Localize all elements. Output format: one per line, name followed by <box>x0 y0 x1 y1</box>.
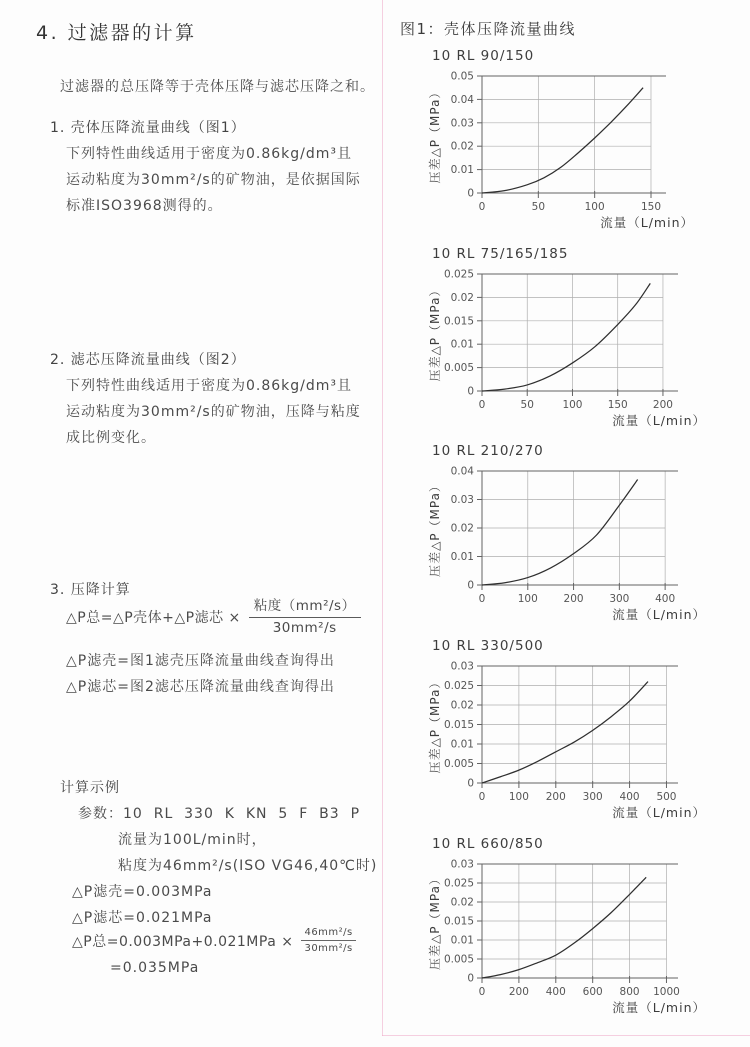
svg-text:150: 150 <box>607 399 628 411</box>
svg-text:150: 150 <box>640 201 662 213</box>
y-axis-label: 压差△P（MPa） <box>428 85 442 184</box>
chart-canvas <box>426 854 710 1018</box>
svg-text:0.01: 0.01 <box>450 738 474 751</box>
pressure-drop-curve <box>482 480 638 585</box>
svg-text:0.02: 0.02 <box>450 896 474 909</box>
fraction-denominator: 30mm²/s <box>272 619 337 636</box>
svg-text:0.05: 0.05 <box>450 70 474 83</box>
svg-text:50: 50 <box>531 201 546 213</box>
svg-text:200: 200 <box>545 791 566 803</box>
svg-text:100: 100 <box>508 791 529 803</box>
svg-text:0.01: 0.01 <box>450 934 474 947</box>
svg-text:200: 200 <box>563 593 584 605</box>
svg-text:0.03: 0.03 <box>450 660 474 673</box>
svg-text:0.005: 0.005 <box>443 758 474 770</box>
x-axis-label: 流量（L/min） <box>600 215 694 230</box>
x-axis-label: 流量（L/min） <box>612 805 706 820</box>
svg-text:0.01: 0.01 <box>450 551 474 563</box>
svg-text:0: 0 <box>478 201 486 213</box>
intro-text: 过滤器的总压降等于壳体压降与滤芯压降之和。 <box>60 79 375 95</box>
svg-text:300: 300 <box>582 791 603 803</box>
svg-text:300: 300 <box>609 593 630 605</box>
pressure-drop-curve <box>482 88 643 193</box>
x-axis-label: 流量（L/min） <box>612 413 706 428</box>
svg-text:200: 200 <box>508 986 529 998</box>
chart-title: 10 RL 75/165/185 <box>432 246 569 262</box>
formula-lhs: △P总=△P壳体+△P滤芯 × <box>66 610 241 627</box>
svg-text:0.005: 0.005 <box>443 953 474 966</box>
svg-text:500: 500 <box>656 791 677 803</box>
svg-text:0.025: 0.025 <box>443 877 474 890</box>
svg-text:0.03: 0.03 <box>450 494 474 506</box>
section2-line: 运动粘度为30mm²/s的矿物油，压降与粘度 <box>66 404 361 420</box>
chart-10rl-660-850 <box>426 836 726 1018</box>
column-divider-line <box>382 0 383 1036</box>
svg-text:100: 100 <box>517 593 538 605</box>
chart-10rl-330-500 <box>426 638 726 823</box>
example-fraction-denominator: 30mm²/s <box>304 943 353 954</box>
example-fraction-numerator: 46mm²/s <box>301 927 355 941</box>
chart-10rl-75-165-185 <box>426 246 726 431</box>
svg-text:0: 0 <box>467 385 474 398</box>
svg-text:100: 100 <box>562 399 583 411</box>
svg-text:0.02: 0.02 <box>450 522 474 535</box>
chart-10rl-210-270 <box>426 443 726 625</box>
page-bottom-line <box>382 1035 750 1036</box>
svg-text:0.03: 0.03 <box>450 117 474 130</box>
chart-title: 10 RL 210/270 <box>432 443 544 459</box>
fraction-numerator: 粘度（mm²/s） <box>249 598 361 618</box>
pressure-drop-curve <box>482 877 646 978</box>
y-axis-label: 压差△P（MPa） <box>428 675 442 774</box>
svg-text:0: 0 <box>478 399 486 411</box>
x-axis-label: 流量（L/min） <box>612 1000 706 1015</box>
x-axis-label: 流量（L/min） <box>612 607 706 622</box>
chart-canvas <box>426 656 710 823</box>
formula-note-shell: △P滤壳=图1滤壳压降流量曲线查询得出 <box>66 653 335 669</box>
svg-text:600: 600 <box>582 986 603 998</box>
chart-canvas <box>426 264 710 431</box>
svg-text:0: 0 <box>478 791 486 803</box>
y-axis-label: 压差△P（MPa） <box>428 872 442 970</box>
example-total-lhs: △P总=0.003MPa+0.021MPa × <box>72 934 294 950</box>
svg-text:100: 100 <box>584 201 605 213</box>
svg-text:0.01: 0.01 <box>450 338 474 351</box>
svg-text:400: 400 <box>655 593 676 605</box>
y-axis-label: 压差△P（MPa） <box>428 479 442 577</box>
svg-text:0: 0 <box>467 187 474 200</box>
svg-text:0.02: 0.02 <box>450 140 474 153</box>
section1-heading: 1. 壳体压降流量曲线（图1） <box>50 120 246 136</box>
svg-text:0.04: 0.04 <box>450 93 474 106</box>
svg-text:0.04: 0.04 <box>450 465 474 478</box>
svg-text:0.02: 0.02 <box>450 291 474 304</box>
section1-line: 下列特性曲线适用于密度为0.86kg/dm³且 <box>66 146 353 162</box>
section3-heading: 3. 压降计算 <box>50 582 131 598</box>
svg-text:50: 50 <box>520 399 534 411</box>
svg-text:200: 200 <box>652 399 673 411</box>
example-total-formula <box>72 927 356 955</box>
formula-note-core: △P滤芯=图2滤芯压降流量曲线查询得出 <box>66 679 335 695</box>
chart-canvas <box>426 461 710 625</box>
page-title: 4. 过滤器的计算 <box>36 22 197 44</box>
example-param: 参数：10 RL 330 K KN 5 F B3 P <box>78 806 361 822</box>
figure1-header: 图1：壳体压降流量曲线 <box>400 20 577 38</box>
section2-heading: 2. 滤芯压降流量曲线（图2） <box>50 352 246 368</box>
svg-text:0.025: 0.025 <box>443 268 474 281</box>
svg-text:400: 400 <box>545 986 566 998</box>
svg-text:0.02: 0.02 <box>450 699 474 712</box>
svg-text:800: 800 <box>619 986 640 998</box>
chart-title: 10 RL 330/500 <box>432 638 544 654</box>
svg-text:0: 0 <box>467 972 474 985</box>
svg-text:0: 0 <box>467 777 474 790</box>
chart-title: 10 RL 660/850 <box>432 836 544 852</box>
chart-10rl-90-150 <box>426 48 726 233</box>
svg-text:1000: 1000 <box>653 986 680 998</box>
svg-text:0.015: 0.015 <box>443 315 474 328</box>
pressure-drop-curve <box>482 682 648 783</box>
svg-text:0: 0 <box>478 593 486 605</box>
svg-text:0.015: 0.015 <box>443 915 474 928</box>
example-dp-shell: △P滤壳=0.003MPa <box>72 884 213 900</box>
svg-text:0.025: 0.025 <box>443 680 474 692</box>
pressure-formula <box>66 598 361 637</box>
svg-text:0.005: 0.005 <box>443 362 474 375</box>
section2-line: 下列特性曲线适用于密度为0.86kg/dm³且 <box>66 378 353 394</box>
example-viscosity: 粘度为46mm²/s(ISO VG46,40℃时) <box>118 858 378 874</box>
example-heading: 计算示例 <box>60 780 120 796</box>
svg-text:0: 0 <box>467 579 474 592</box>
y-axis-label: 压差△P（MPa） <box>428 283 442 382</box>
svg-text:0.03: 0.03 <box>450 858 474 871</box>
section2-line: 成比例变化。 <box>66 430 156 446</box>
example-flow: 流量为100L/min时， <box>118 832 267 848</box>
example-fraction <box>301 927 355 955</box>
svg-text:0.015: 0.015 <box>443 719 474 731</box>
svg-text:0.01: 0.01 <box>450 164 474 177</box>
viscosity-fraction <box>249 598 361 637</box>
chart-title: 10 RL 90/150 <box>432 48 535 64</box>
chart-canvas <box>426 66 698 233</box>
svg-text:400: 400 <box>619 791 640 803</box>
example-result: =0.035MPa <box>110 960 200 976</box>
section1-line: 运动粘度为30mm²/s的矿物油，是依据国际 <box>66 172 361 188</box>
example-dp-core: △P滤芯=0.021MPa <box>72 910 213 926</box>
pressure-drop-curve <box>482 283 650 391</box>
section1-line: 标准ISO3968测得的。 <box>66 198 223 214</box>
svg-text:0: 0 <box>478 986 486 998</box>
